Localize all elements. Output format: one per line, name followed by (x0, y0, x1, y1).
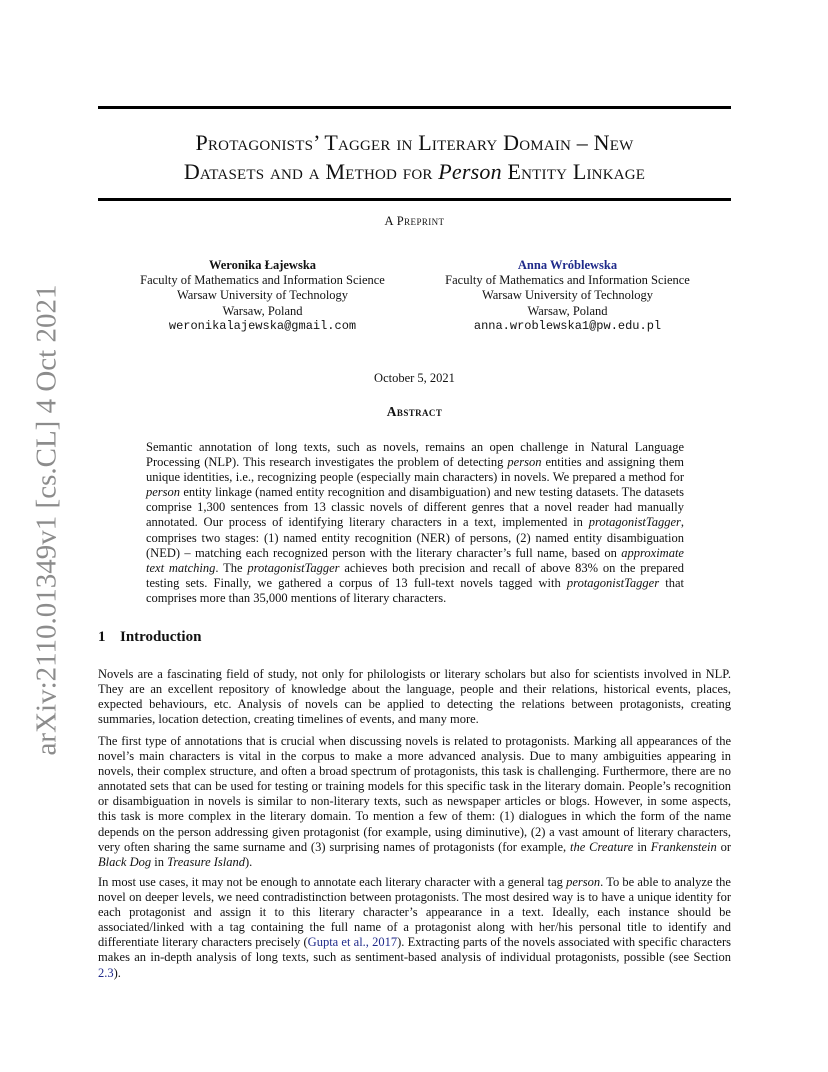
italic-text: protagonistTagger (588, 515, 681, 530)
text-run: The first type of annotations that is crucial when discussing novels is related to protagonists. Marking all appearances of the novel’s main characters is vital in the corpus to make a more advanced analysis. Due to many ambiguities appearing in novels, their complex structure, and often a broad spectrum of protagonists, this task is challenging. Furthermore, there are no annotated sets that can be used for testing or training models for this specific task in the literary domain. People’s recognition or disambiguation in novels is similar to non-literary texts, such as newspaper articles or blogs. However, in some aspects, this task is more complex in the literary domain. To mention a few of them: (1) dialogues in which the form of the name depends on the person addressing given protagonist (for example, using diminutive), (2) a vast amount of literary characters, very often sharing the same surname and (3) surprising names of protagonists (for example, (98, 734, 731, 854)
italic-text: Treasure Island (167, 854, 245, 869)
author-affiliation: Faculty of Mathematics and Information Science (445, 273, 690, 288)
section-title: Introduction (120, 629, 202, 645)
italic-text: protagonistTagger (566, 575, 660, 590)
author-university: Warsaw University of Technology (481, 288, 654, 303)
author-university: Warsaw University of Technology (176, 288, 349, 303)
title-line-2-italic: Person (438, 159, 502, 184)
title-line-2-part-b: Entity Linkage (501, 159, 646, 184)
abstract-heading: Abstract (386, 404, 443, 419)
italic-text: the Creature (570, 839, 634, 854)
author-block-2 (425, 258, 710, 334)
publication-date: October 5, 2021 (374, 371, 455, 385)
italic-text: approximate text matching (146, 545, 684, 575)
author-name: Weronika Łajewska (208, 258, 317, 272)
text-run: that comprises more than 35,000 mentions of literary characters. (146, 575, 684, 605)
text-run: ). (245, 854, 253, 869)
author-email[interactable]: anna.wroblewska1@pw.edu.pl (473, 318, 662, 333)
author-name-link[interactable]: Anna Wróblewska (517, 258, 618, 272)
italic-text: person (566, 875, 601, 889)
title-line-2-part-a: Datasets and a Method for (183, 159, 439, 184)
text-run: In most use cases, it may not be enough to annotate each literary character with a general tag (98, 875, 567, 889)
abstract-body (146, 440, 684, 606)
body-paragraph-2 (98, 734, 731, 870)
text-run: Semantic annotation of long texts, such as novels, remains an open challenge in Natural Language Processing (NLP). This research investigates the problem of detecting (146, 440, 684, 470)
section-heading (98, 629, 201, 646)
citation-link[interactable]: 2.3 (98, 965, 114, 980)
text-run: or (716, 839, 731, 854)
text-run: . To be able to analyze the novel on deeper levels, we need contradistinction between protagonists. The most desired way is to have a unique identity for each protagonist and assign it to this literary character’s appearance in a text. Ideally, each instance should be associated/linked with a tag containing the full name of a protagonist along with her/his personal title to identify and differentiate literary characters precisely ( (98, 875, 731, 950)
italic-text: protagonistTagger (247, 560, 340, 575)
body-paragraph-1 (98, 667, 731, 727)
text-run: in (633, 839, 651, 854)
author-affiliation: Faculty of Mathematics and Information Science (140, 273, 385, 288)
body-paragraph-3 (98, 875, 731, 981)
text-run: ). (113, 965, 121, 980)
text-run: ). Extracting parts of the novels associated with specific characters makes an in-depth analysis of long texts, such as sentiment-based analysis of individual protagonists, possible (see Section (98, 935, 732, 965)
title-line-1: Protagonists’ Tagger in Literary Domain – New (195, 130, 634, 155)
italic-text: Frankenstein (650, 839, 717, 854)
arxiv-sidebar-stamp: arXiv:2110.01349v1 [cs.CL] 4 Oct 2021 (30, 284, 63, 756)
text-run: achieves both precision and recall of above 83% on the prepared testing sets. Finally, we gathered a corpus of 13 full-text novels tagged with (146, 560, 684, 590)
citation-link[interactable]: Gupta et al., 2017 (307, 935, 398, 950)
text-run: in (151, 854, 168, 869)
text-run: entities and assigning them unique identities, i.e., recognizing people (especially main characters) in novels. We prepared a method for (146, 455, 684, 485)
paper-title (98, 128, 731, 186)
text-run: , comprises two stages: (1) named entity recognition (NER) of persons, (2) named entity disambiguation (NED) – matching each recognized person with the literary character’s full name, based on (146, 515, 684, 560)
italic-text: person (146, 485, 181, 500)
author-location: Warsaw, Poland (222, 303, 303, 318)
author-location: Warsaw, Poland (527, 303, 608, 318)
author-block-1 (120, 258, 405, 334)
italic-text: person (507, 455, 542, 470)
title-line-2 (98, 157, 731, 186)
bottom-title-rule (98, 198, 731, 201)
preprint-label: A Preprint (384, 214, 445, 228)
author-email[interactable]: weronikalajewska@gmail.com (168, 318, 357, 333)
italic-text: Black Dog (98, 854, 152, 869)
text-run: Novels are a fascinating field of study, not only for philologists or literary scholars but also for scientists involved in NLP. They are an excellent repository of knowledge about the language, people and their relations, historical events, places, expected behaviours, etc. Analysis of novels can be applied to detecting the relations between protagonists, creating summaries, location detection, creating timelines of events, and many more. (98, 667, 731, 727)
text-run: entity linkage (named entity recognition and disambiguation) and new testing datasets. The datasets comprise 1,300 sentences from 13 classic novels of different genres that a novel reader had manually annotated. Our process of identifying literary characters in a text, implemented in (146, 485, 684, 530)
top-rule (98, 106, 731, 109)
section-number: 1 (98, 629, 106, 645)
text-run: . The (215, 560, 248, 575)
